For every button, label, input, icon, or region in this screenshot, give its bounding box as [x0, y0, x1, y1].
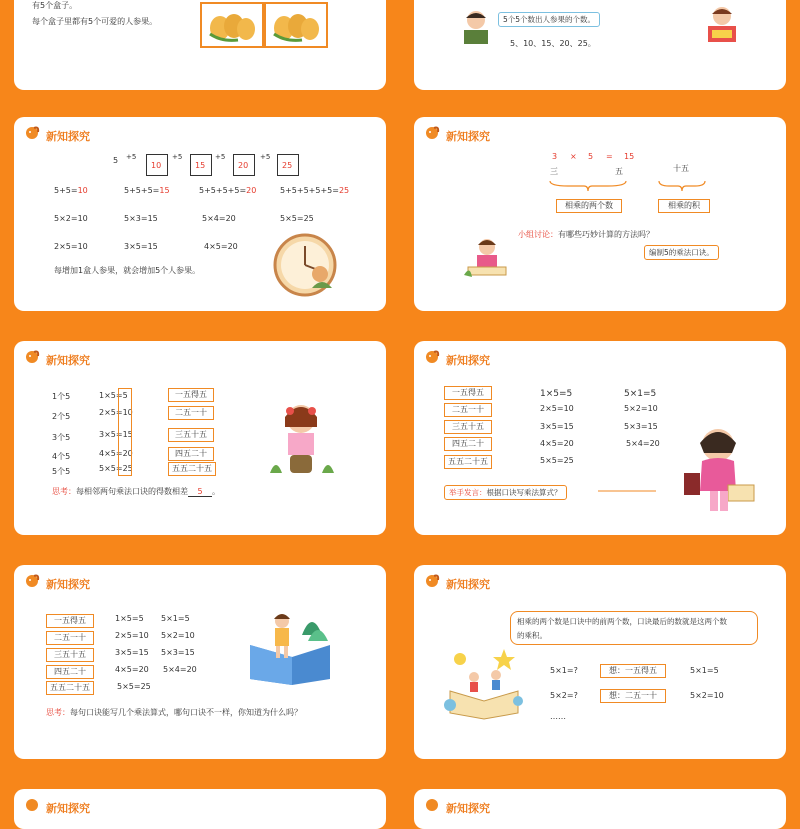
mult-expression: 5×1=5: [161, 614, 190, 623]
girl-on-book-illustration: [242, 605, 332, 685]
slide-5[interactable]: [14, 341, 386, 535]
line-boxes: 有5个盒子。: [32, 1, 78, 10]
mult-expression: 2×5=10: [54, 242, 88, 251]
rhyme-box: 四五二十: [168, 447, 214, 461]
note-text: 每增加1盒人参果，就会增加5个人参果。: [54, 266, 201, 275]
rhyme-box: 三五十五: [168, 428, 214, 442]
squirrel-logo-icon: [24, 125, 40, 141]
label-factors: 相乘的两个数: [556, 199, 622, 213]
question: 5×1=?: [550, 666, 578, 675]
child-reading-illustration: [462, 235, 512, 281]
han-five: 五: [615, 167, 623, 176]
rhyme-box: 五五二十五: [444, 455, 492, 469]
squirrel-logo-icon: [24, 797, 40, 813]
bubble-tail: [598, 487, 658, 497]
rhyme-box: 一五得五: [46, 614, 94, 628]
mult-expression: 4×5=20: [99, 449, 133, 458]
speech-bubble: 举手发言：根据口诀写乘法算式？: [444, 485, 567, 500]
fruit-box: [200, 2, 264, 48]
mult-expression: 5×2=10: [161, 631, 195, 640]
line-fruits: 每个盒子里都有5个可爱的人参果。: [32, 17, 158, 26]
clock-illustration: [272, 232, 338, 298]
eq-equals: =: [606, 152, 613, 161]
squirrel-logo-icon: [424, 797, 440, 813]
rhyme-box: 二五一十: [168, 406, 214, 420]
result: 5×1=5: [690, 666, 719, 675]
mult-expression: 5×3=15: [624, 422, 658, 431]
slide-title: 新知探究: [46, 802, 90, 815]
mult-expression: 5×5=25: [117, 682, 151, 691]
han-three: 三: [550, 167, 558, 176]
ginseng-fruit-icon: [266, 4, 326, 46]
slide-8[interactable]: [414, 565, 786, 759]
mult-expression: 5×4=20: [163, 665, 197, 674]
mult-expression: 3×5=15: [115, 648, 149, 657]
answer-box: 想：二五一十: [600, 689, 666, 703]
rhyme-box: 二五一十: [444, 403, 492, 417]
slide-title: 新知探究: [446, 354, 490, 367]
mult-expression: 2×5=10: [540, 404, 574, 413]
number-sequence: 5、10、15、20、25。: [510, 39, 596, 48]
rhyme-box: 一五得五: [444, 386, 492, 400]
children-on-book-illustration: [444, 641, 524, 721]
rhyme-box: 三五十五: [46, 648, 94, 662]
eq-factor: 5: [588, 152, 594, 161]
mult-expression: 5×5=25: [99, 464, 133, 473]
slide-title: 新知探究: [46, 354, 90, 367]
sum-expression: 5+5+5=15: [124, 186, 170, 195]
slide-3[interactable]: [14, 117, 386, 311]
mult-expression: 5×1=5: [624, 389, 657, 399]
squirrel-logo-icon: [24, 349, 40, 365]
girl-with-book-illustration: [680, 421, 756, 513]
mult-expression: 5×4=20: [202, 214, 236, 223]
speech-bubble: 编制5的乘法口诀。: [644, 245, 719, 260]
slide-title: 新知探究: [446, 130, 490, 143]
mult-expression: 3×5=15: [540, 422, 574, 431]
eq-times: ×: [570, 152, 577, 161]
mult-expression: 3×5=15: [124, 242, 158, 251]
slide-9[interactable]: [14, 789, 386, 829]
result: 5×2=10: [690, 691, 724, 700]
think-text: 思考：每相邻两句乘法口诀的得数相差 5 。: [52, 487, 220, 496]
question: 5×2=?: [550, 691, 578, 700]
think-text: 思考：每句口诀能写几个乘法算式，哪句口诀不一样，你知道为什么吗？: [46, 708, 302, 717]
count-label: 3个5: [52, 433, 71, 442]
rhyme-box: 四五二十: [444, 437, 492, 451]
han-fifteen: 十五: [673, 164, 689, 173]
sum-expression: 5+5+5+5=20: [199, 186, 257, 195]
sum-expression: 5+5+5+5+5=25: [280, 186, 350, 195]
number-box: 25: [277, 154, 299, 176]
slide-title: 新知探究: [446, 578, 490, 591]
plus-label: +5: [260, 153, 271, 161]
child-writing-illustration: [456, 6, 496, 46]
fruit-box: [264, 2, 328, 48]
number-box: 10: [146, 154, 168, 176]
rhyme-box: 五五二十五: [168, 462, 216, 476]
slide-title: 新知探究: [46, 578, 90, 591]
mult-expression: 2×5=10: [99, 408, 133, 417]
rhyme-box: 三五十五: [444, 420, 492, 434]
slide-1[interactable]: [14, 0, 386, 90]
girl-sitting-illustration: [266, 397, 336, 481]
mult-expression: 4×5=20: [115, 665, 149, 674]
mult-expression: 5×4=20: [626, 439, 660, 448]
brace-factors: [548, 179, 628, 193]
column-box: [118, 388, 132, 476]
slide-title: 新知探究: [46, 130, 90, 143]
mult-expression: 5×5=25: [280, 214, 314, 223]
slide-title: 新知探究: [446, 802, 490, 815]
brace-product: [657, 179, 707, 193]
number-box: 15: [190, 154, 212, 176]
plus-label: +5: [215, 153, 226, 161]
rhyme-box: 二五一十: [46, 631, 94, 645]
mult-expression: 2×5=10: [115, 631, 149, 640]
start-number: 5: [113, 156, 119, 165]
mult-expression: 3×5=15: [99, 430, 133, 439]
plus-label: +5: [126, 153, 137, 161]
mult-expression: 1×5=5: [115, 614, 144, 623]
slide-7[interactable]: [14, 565, 386, 759]
mult-expression: 1×5=5: [99, 391, 128, 400]
slide-6[interactable]: [414, 341, 786, 535]
mult-expression: 5×2=10: [54, 214, 88, 223]
mult-expression: 1×5=5: [540, 389, 573, 399]
slide-2[interactable]: [414, 0, 786, 90]
slide-4[interactable]: [414, 117, 786, 311]
ellipsis: ……: [550, 712, 566, 721]
squirrel-logo-icon: [424, 125, 440, 141]
label-product: 相乘的积: [658, 199, 710, 213]
answer-box: 想：一五得五: [600, 664, 666, 678]
mult-expression: 5×5=25: [540, 456, 574, 465]
girl-reading-illustration: [702, 2, 742, 46]
sum-expression: 5+5=10: [54, 186, 88, 195]
count-label: 4个5: [52, 452, 71, 461]
ginseng-fruit-icon: [202, 4, 262, 46]
speech-bubble: 5个5个数出人参果的个数。: [498, 12, 600, 27]
plus-label: +5: [172, 153, 183, 161]
rhyme-box: 五五二十五: [46, 681, 94, 695]
rhyme-box: 四五二十: [46, 665, 94, 679]
mult-expression: 5×3=15: [161, 648, 195, 657]
mult-expression: 5×3=15: [124, 214, 158, 223]
squirrel-logo-icon: [424, 573, 440, 589]
squirrel-logo-icon: [424, 349, 440, 365]
explanation-bubble: 相乘的两个数是口诀中的前两个数，口诀最后的数就是这两个数 的乘积。: [510, 611, 758, 645]
squirrel-logo-icon: [24, 573, 40, 589]
eq-factor: 3: [552, 152, 558, 161]
mult-expression: 4×5=20: [540, 439, 574, 448]
number-box: 20: [233, 154, 255, 176]
rhyme-box: 一五得五: [168, 388, 214, 402]
slide-10[interactable]: [414, 789, 786, 829]
count-label: 5个5: [52, 467, 71, 476]
separator: [399, 0, 401, 800]
mult-expression: 5×2=10: [624, 404, 658, 413]
count-label: 2个5: [52, 412, 71, 421]
mult-expression: 4×5=20: [204, 242, 238, 251]
discuss-text: 小组讨论：有哪些巧妙计算的方法吗？: [518, 230, 654, 239]
eq-product: 15: [624, 152, 635, 161]
count-label: 1个5: [52, 392, 71, 401]
